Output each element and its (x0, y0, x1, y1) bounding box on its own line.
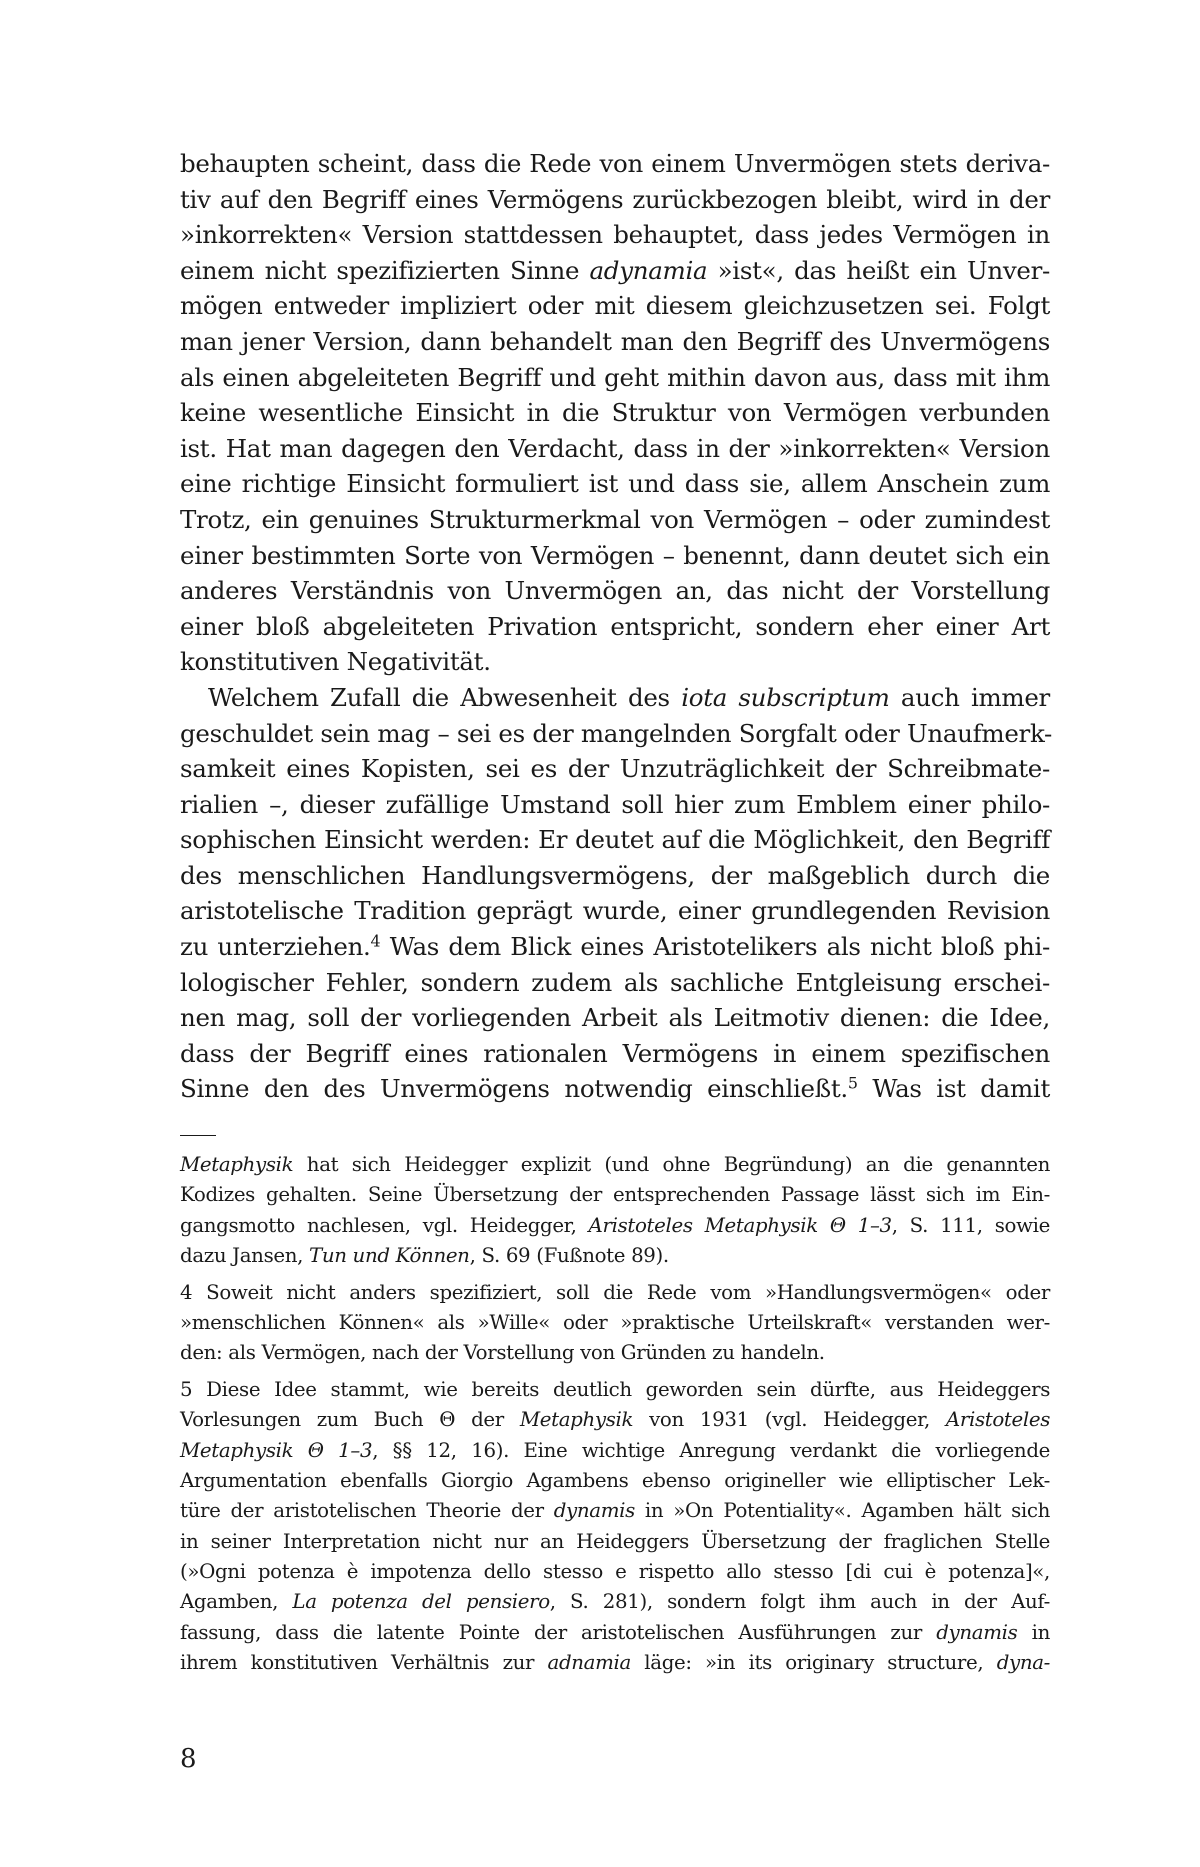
italic-term: adnamia (547, 1651, 631, 1675)
text-line (180, 680, 1050, 716)
italic-term: Metaphysik (180, 1153, 294, 1176)
text-line: anderes Verständnis von Unvermögen an, das nicht der Vorstellung (180, 576, 1050, 606)
italic-term: dynamis (936, 1620, 1018, 1644)
text-line: keine wesentliche Einsicht in die Struktur von Vermögen verbunden (180, 398, 1050, 428)
italic-term: Tun und Können (309, 1244, 470, 1268)
text-line: »inkorrekten« Version stattdessen behauptet, dass jedes Vermögen in (180, 220, 1050, 250)
text-run: Agamben, (180, 1590, 293, 1614)
footnote-line: den: als Vermögen, nach der Vorstellung von Gründen zu handeln. (180, 1341, 825, 1365)
text-line (180, 1071, 1050, 1107)
text-run: , §§ 12, 16). Eine wichtige Anregung verdankt die vorliegende (372, 1438, 1050, 1462)
footnote-4 (180, 1278, 1050, 1369)
text-run: dazu Jansen, (180, 1244, 309, 1268)
text-line: Trotz, ein genuines Strukturmerkmal von Vermögen – oder zumindest (180, 504, 1050, 534)
footnote-line: 5 Diese Idee stammt, wie bereits deutlich geworden sein dürfte, aus Heideggers (180, 1377, 1050, 1401)
text-run: in (1017, 1620, 1050, 1644)
footnotes (180, 1150, 1050, 1685)
text-line: rialien –, dieser zufällige Umstand soll hier zum Emblem einer philo- (180, 789, 1050, 819)
text-line: sophischen Einsicht werden: Er deutet auf die Möglichkeit, den Begriff (180, 825, 1050, 855)
footnote-line: 4 Soweit nicht anders spezifiziert, soll die Rede vom »Handlungsvermögen« oder (180, 1280, 1050, 1304)
footnote-line (180, 1618, 1050, 1648)
italic-term: Aristoteles Metaphysik Θ 1–3 (588, 1213, 892, 1237)
footnote-line (180, 1587, 1050, 1617)
text-run: , S. 281), sondern folgt ihm auch in der Auf- (549, 1590, 1051, 1614)
footnote-line (180, 1496, 1050, 1526)
footnote-line: »menschlichen Können« als »Wille« oder »praktische Urteilskraft« verstanden wer- (180, 1310, 1050, 1334)
text-line: geschuldet sein mag – sei es der mangelnden Sorgfalt oder Unaufmerk- (180, 718, 1053, 748)
text-run: auch immer (889, 682, 1050, 712)
text-run: »ist«, das heißt ein Unver- (707, 255, 1051, 285)
text-line: samkeit eines Kopisten, sei es der Unzuträglichkeit der Schreibmate- (180, 754, 1050, 784)
text-run: Welchem Zufall die Abwesenheit des (208, 682, 682, 712)
footnote-ref-4[interactable]: 4 (370, 931, 381, 951)
text-run: türe der aristotelischen Theorie der (180, 1499, 554, 1523)
text-run: einem nicht spezifizierten Sinne (180, 255, 590, 285)
text-line: nen mag, soll der vorliegenden Arbeit als Leitmotiv dienen: die Idee, (180, 1003, 1050, 1033)
main-text (180, 146, 1053, 1107)
text-line: als einen abgeleiteten Begriff und geht mithin davon aus, dass mit ihm (180, 362, 1050, 392)
text-run: von 1931 (vgl. Heidegger, (633, 1408, 946, 1432)
footnote-line (180, 1150, 1050, 1180)
footnote-ref-5[interactable]: 5 (847, 1073, 858, 1093)
footnote-5 (180, 1375, 1050, 1679)
text-line: eine richtige Einsicht formuliert ist und dass sie, allem Anschein zum (180, 469, 1050, 499)
text-run: hat sich Heidegger explizit (und ohne Begründung) an die genannten (293, 1153, 1050, 1176)
footnote-line: in seiner Interpretation nicht nur an Heideggers Übersetzung der fraglichen Stelle (180, 1529, 1050, 1553)
text-line (180, 929, 1050, 965)
text-run: , S. 111, sowie (891, 1213, 1050, 1237)
text-line: dass der Begriff eines rationalen Vermögens in einem spezifischen (180, 1038, 1050, 1068)
text-line: mögen entweder impliziert oder mit diesem gleichzusetzen sei. Folgt (180, 291, 1050, 321)
text-line: aristotelische Tradition geprägt wurde, einer grundlegenden Revision (180, 896, 1050, 926)
text-line (180, 253, 1050, 289)
footnote-line: Argumentation ebenfalls Giorgio Agambens ebenso origineller wie elliptischer Lek- (180, 1468, 1050, 1492)
page-number: 8 (180, 1744, 197, 1774)
text-line: einer bloß abgeleiteten Privation entspricht, sondern eher einer Art (180, 611, 1050, 641)
italic-term: dynamis (553, 1499, 635, 1523)
text-run: in »On Potentiality«. Agamben hält sich (634, 1499, 1050, 1523)
text-run: Was ist damit (857, 1074, 1050, 1104)
text-line: einer bestimmten Sorte von Vermögen – benennt, dann deutet sich ein (180, 540, 1050, 570)
text-run: gangsmotto nachlesen, vgl. Heidegger, (180, 1213, 589, 1237)
text-run: ihrem konstitutiven Verhältnis zur (180, 1651, 548, 1675)
italic-term: Metaphysik (519, 1408, 634, 1432)
footnote-line: Kodizes gehalten. Seine Übersetzung der entsprechenden Passage lässt sich im Ein- (180, 1183, 1050, 1207)
footnote-separator (180, 1135, 216, 1136)
italic-term: Metaphysik Θ 1–3 (180, 1438, 373, 1462)
text-run: Sinne den des Unvermögens notwendig einschließt. (180, 1074, 848, 1104)
text-line: konstitutiven Negativität. (180, 647, 491, 677)
italic-term: adynamia (589, 255, 708, 285)
text-line: lologischer Fehler, sondern zudem als sachliche Entgleisung erschei- (180, 967, 1050, 997)
text-run: Vorlesungen zum Buch Θ der (180, 1408, 520, 1432)
text-line: des menschlichen Handlungsvermögens, der maßgeblich durch die (180, 860, 1050, 890)
footnote-line (180, 1436, 1050, 1466)
text-run: Was dem Blick eines Aristotelikers als nicht bloß phi- (380, 932, 1050, 962)
footnote-line (180, 1405, 1050, 1435)
text-line: man jener Version, dann behandelt man den Begriff des Unvermögens (180, 326, 1050, 356)
text-run: läge: »in its originary structure, (630, 1651, 997, 1675)
footnote-continuation (180, 1150, 1050, 1272)
italic-term: Aristoteles (945, 1408, 1050, 1432)
italic-term: dyna- (996, 1651, 1050, 1675)
text-run: , S. 69 (Fußnote 89). (469, 1244, 669, 1268)
text-run: fassung, dass die latente Pointe der aristotelischen Ausführungen zur (180, 1620, 937, 1644)
footnote-line: (»Ogni potenza è impotenza dello stesso e rispetto allo stesso [di cui è potenza]«, (180, 1560, 1050, 1584)
footnote-line (180, 1648, 1050, 1678)
footnote-line (180, 1211, 1050, 1241)
footnote-line (180, 1241, 1050, 1271)
text-run: zu unterziehen. (180, 932, 371, 962)
italic-term: La potenza del pensiero (292, 1590, 550, 1614)
italic-term: iota subscriptum (681, 682, 890, 712)
text-line: behaupten scheint, dass die Rede von einem Unvermögen stets deriva- (180, 149, 1050, 178)
text-line: ist. Hat man dagegen den Verdacht, dass in der »inkorrekten« Version (180, 433, 1050, 463)
text-line: tiv auf den Begriff eines Vermögens zurückbezogen bleibt, wird in der (180, 184, 1050, 214)
